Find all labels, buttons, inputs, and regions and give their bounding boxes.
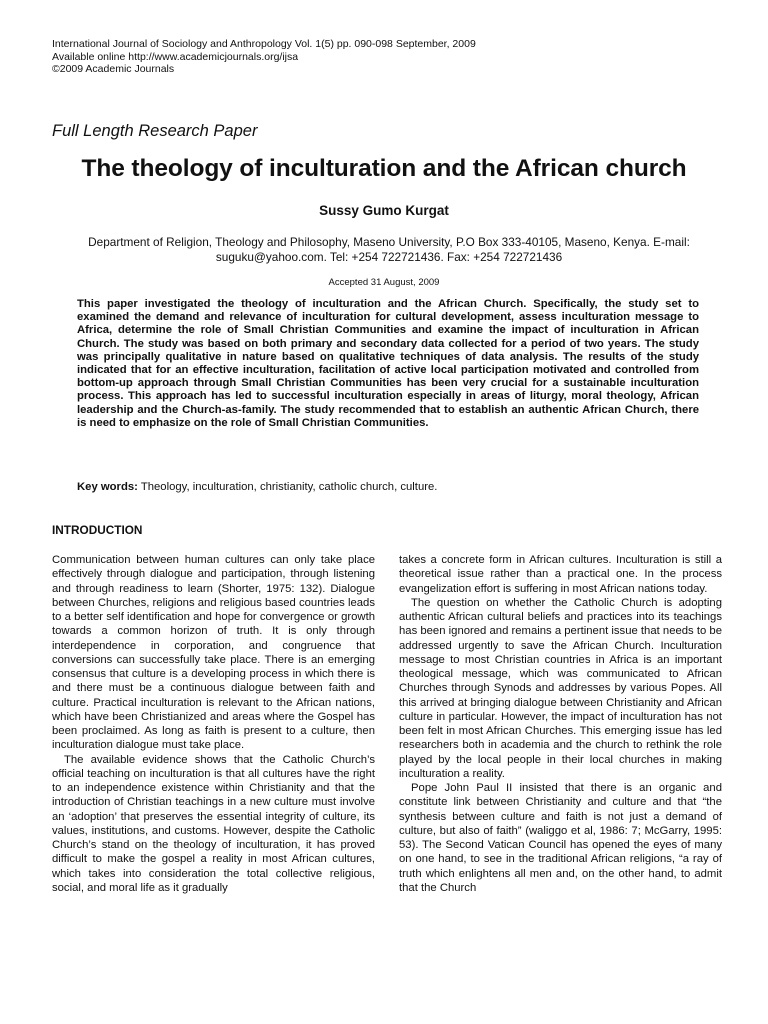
author-affiliation: Department of Religion, Theology and Philosophy, Maseno University, P.O Box 333-40105, Maseno, Kenya. E-mail: suguku@yahoo.com. Tel: +254 722721436. Fax: +254 722721436 — [88, 235, 690, 264]
introduction-heading: INTRODUCTION — [52, 523, 143, 537]
paragraph: The available evidence shows that the Catholic Church’s official teaching on inculturation is that all cultures have the right to an independence existence within Christianity and that the introduction of Christian teachings in a new culture must involve an ‘adoption’ that preserves the essential integrity of culture, its values, institutions, and customs. However, despite the Catholic Church’s stand on the theology of inculturation, it has proved difficult to make the gospel a reality in most African cultures, which takes into consideration the total collective religious, social, and moral life as it gradually — [52, 753, 375, 894]
journal-citation: International Journal of Sociology and Anthropology Vol. 1(5) pp. 090-098 September, 2009 — [52, 38, 476, 50]
author-name: Sussy Gumo Kurgat — [319, 203, 449, 218]
online-availability: Available online http://www.academicjournals.org/ijsa — [52, 50, 299, 63]
keywords — [77, 480, 699, 494]
paper-title: The theology of inculturation and the African church — [81, 155, 687, 182]
left-column — [52, 553, 375, 895]
paragraph: Pope John Paul II insisted that there is an organic and constitute link between Christianity and culture and that “the synthesis between culture and faith is not just a demand of culture, but also of faith” (waliggo et al, 1986: 7; McGarry, 1995: 53). The Second Vatican Council has opened the eyes of many on one hand, to see in the traditional African religions, “a ray of truth which enlightens all men and, on the other hand, to admit that the Church — [399, 782, 722, 894]
paper-type-label: Full Length Research Paper — [52, 122, 258, 140]
abstract: This paper investigated the theology of inculturation and the African Church. Specifically, the study set to examined the demand and relevance of inculturation for cultural development, assess inculturation message to Africa, determine the role of Small Christian Communities and examine the impact of inculturation in African Church. The study was based on both primary and secondary data collected for a period of two years. The study was principally qualitative in nature based on qualitative techniques of data analysis. The results of the study indicated that for an effective inculturation, facilitation of active local participation motivated and controlled from bottom-up approach through Small Christian Communities has been very crucial for a sustainable inculturation process. This approach has led to successful inculturation especially in areas of liturgy, moral theology, African leadership and the Church-as-family. The study recommended that to establish an authentic African Church, there is need to emphasize on the role of Small Christian Communities. — [77, 298, 699, 429]
keywords-label: Key words: — [77, 481, 138, 493]
keywords-text: Theology, inculturation, christianity, catholic church, culture. — [137, 481, 438, 493]
paragraph: The question on whether the Catholic Church is adopting authentic African cultural beliefs and practices into its teachings has been ignored and remains a pertinent issue that needs to be addressed urgently to save the African Church. Inculturation message to most Christian countries in Africa is an important theological message, which was communicated to African Churches through Synods and addresses by various Popes. All this arrived at bringing dialogue between Christianity and African culture in particular. However, the impact of inculturation has not been felt in most African Churches. This emerging issue has led researchers both in academia and the church to rethink the role played by the local people in their local churches in making inculturation a reality. — [399, 596, 722, 780]
copyright-notice: ©2009 Academic Journals — [52, 63, 175, 75]
right-column — [399, 553, 722, 895]
journal-header — [52, 38, 476, 76]
paragraph: takes a concrete form in African cultures. Inculturation is still a theoretical issue rather than a practical one. In the process evangelization effort is suffering in most African nations today. — [399, 554, 722, 595]
accepted-date: Accepted 31 August, 2009 — [328, 277, 440, 288]
paragraph: Communication between human cultures can only take place effectively through dialogue and participation, through listening and through readiness to learn (Shorter, 1975: 132). Dialogue between Churches, religions and religious based countries leads to a better self identification and hope for convergence or growth towards a common horizon of truth. It is only through interdependence in corporation, and congruence that conversions can successfully take place. There is an emerging consensus that culture is a developing process in which there is and there must be a continuous dialogue between faith and culture. Practical inculturation is relevant to the African nations, which have been Christianized and areas where the Gospel has been proclaimed. As long as faith is present to a culture, then inculturation dialogue must take place. — [52, 554, 375, 752]
